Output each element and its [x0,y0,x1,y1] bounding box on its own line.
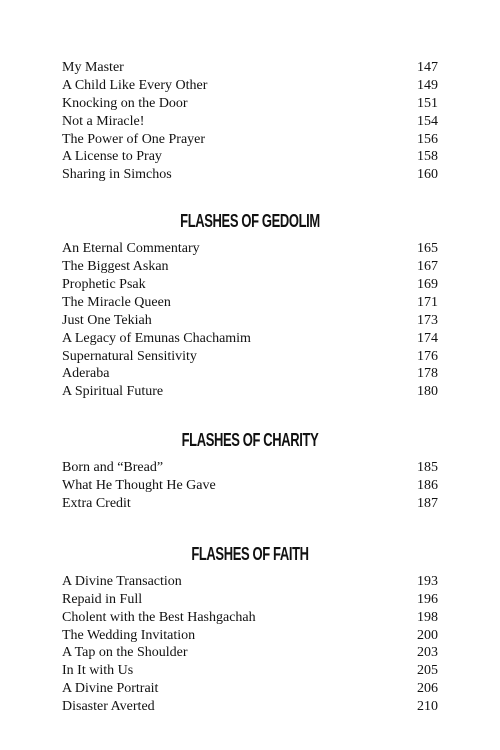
section-heading-charity: FLASHES OF CHARITY [181,430,319,451]
toc-entry [62,573,438,591]
toc-entry [62,294,438,312]
entry-page: 160 [417,167,438,183]
toc-entry [62,77,438,95]
entry-page: 165 [417,241,438,257]
toc-entry [62,258,438,276]
entry-page: 149 [417,77,438,93]
toc-entry [62,276,438,294]
entry-title: A Tap on the Shoulder [62,645,188,661]
toc-entry [62,609,438,627]
entry-title: Not a Miracle! [62,113,145,129]
entry-page: 206 [417,681,438,697]
toc-entry [62,348,438,366]
toc-entry [62,148,438,166]
entry-page: 173 [417,312,438,328]
toc-section-charity [62,459,438,513]
entry-title: Aderaba [62,366,110,382]
entry-title: A License to Pray [62,149,162,165]
toc-entry [62,59,438,77]
toc-entry [62,383,438,401]
entry-title: Disaster Averted [62,699,155,715]
entry-page: 178 [417,366,438,382]
entry-title: In It with Us [62,663,134,679]
entry-page: 186 [417,478,438,494]
section-heading-faith: FLASHES OF FAITH [191,543,309,564]
toc-entry [62,113,438,131]
entry-title: Born and “Bread” [62,460,164,476]
entry-page: 158 [417,149,438,165]
entry-page: 193 [417,573,438,589]
entry-page: 196 [417,591,438,607]
entry-title: An Eternal Commentary [62,241,200,257]
entry-page: 156 [417,131,438,147]
toc-entry [62,627,438,645]
toc-entry [62,95,438,113]
entry-title: Repaid in Full [62,591,143,607]
entry-title: The Power of One Prayer [62,131,206,147]
table-of-contents [62,59,438,716]
entry-title: A Divine Transaction [62,573,182,589]
entry-page: 185 [417,460,438,476]
entry-page: 167 [417,259,438,275]
entry-page: 210 [417,699,438,715]
entry-title: Knocking on the Door [62,95,188,111]
entry-page: 147 [417,60,438,75]
toc-entry [62,477,438,495]
toc-entry [62,240,438,258]
entry-page: 171 [417,294,438,310]
entry-title: The Biggest Askan [62,259,169,275]
entry-title: A Divine Portrait [62,681,159,697]
entry-page: 174 [417,330,438,346]
toc-entry [62,698,438,716]
toc-entry [62,166,438,184]
toc-section-gedolim [62,240,438,401]
entry-page: 200 [417,627,438,643]
entry-page: 205 [417,663,438,679]
entry-title: A Legacy of Emunas Chachamim [62,330,251,346]
toc-entry [62,662,438,680]
entry-page: 151 [417,95,438,111]
toc-section-continued [62,59,438,184]
entry-page: 198 [417,609,438,625]
entry-title: Supernatural Sensitivity [62,348,197,364]
toc-entry [62,644,438,662]
entry-title: Prophetic Psak [62,277,146,293]
toc-entry [62,495,438,513]
toc-entry [62,591,438,609]
entry-page: 180 [417,384,438,400]
toc-entry [62,459,438,477]
entry-page: 176 [417,348,438,364]
toc-entry [62,131,438,149]
toc-section-faith [62,573,438,716]
entry-title: My Master [62,60,124,75]
entry-title: A Spiritual Future [62,384,164,400]
entry-page: 169 [417,277,438,293]
entry-page: 154 [417,113,438,129]
entry-title: Cholent with the Best Hashgachah [62,609,256,625]
entry-title: Extra Credit [62,496,131,512]
entry-title: Sharing in Simchos [62,167,172,183]
entry-title: Just One Tekiah [62,312,152,328]
toc-entry [62,680,438,698]
entry-title: A Child Like Every Other [62,77,208,93]
entry-page: 203 [417,645,438,661]
toc-entry [62,312,438,330]
section-heading-gedolim: FLASHES OF GEDOLIM [180,211,320,232]
entry-title: The Wedding Invitation [62,627,196,643]
entry-title: What He Thought He Gave [62,478,216,494]
toc-entry [62,330,438,348]
entry-page: 187 [417,496,438,512]
toc-entry [62,365,438,383]
entry-title: The Miracle Queen [62,294,171,310]
